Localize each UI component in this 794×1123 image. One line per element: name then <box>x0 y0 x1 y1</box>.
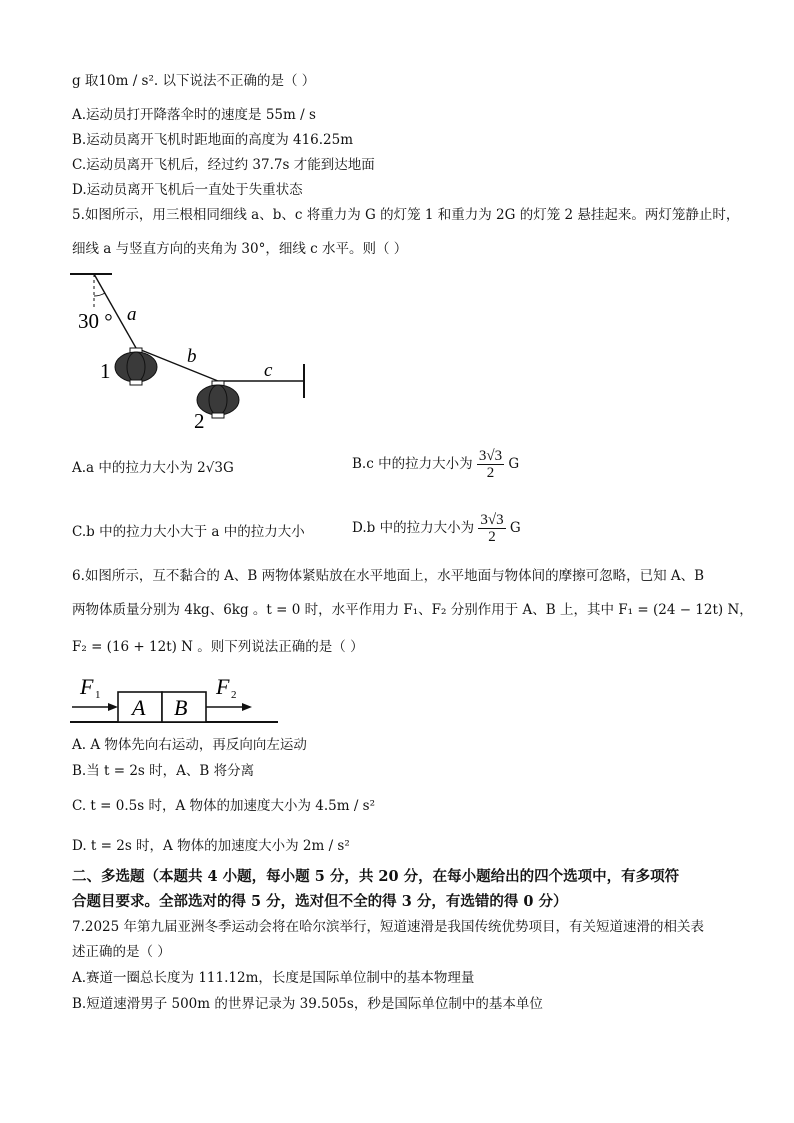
q5-option-d <box>352 512 521 545</box>
q5-option-d-text: D.b 中的拉力大小为 <box>352 520 475 536</box>
q4-option-a: A.运动员打开降落伞时的速度是 55m / s <box>72 107 316 123</box>
q5-option-b-den: 2 <box>486 465 495 481</box>
string-a-label: a <box>127 304 137 325</box>
q6-option-a: A. A 物体先向右运动，再反向向左运动 <box>72 737 307 753</box>
string-c-label: c <box>264 360 273 381</box>
q6-stem-line1: 6.如图所示，互不黏合的 A、B 两物体紧贴放在水平地面上，水平地面与物体间的摩擦可忽略，已知 A、B <box>72 568 705 584</box>
string-b-label: b <box>187 346 197 367</box>
lantern-figure <box>68 266 318 436</box>
block-b-label: B <box>174 695 188 720</box>
q7-stem-line2: 述正确的是（ ） <box>72 944 171 960</box>
block-a-label: A <box>132 695 146 720</box>
lantern-2-label: 2 <box>194 409 205 433</box>
f1-label: F <box>80 674 94 699</box>
q5-option-d-fraction <box>478 512 505 545</box>
q7-option-b: B.短道速滑男子 500m 的世界记录为 39.505s，秒是国际单位制中的基本单位 <box>72 996 543 1012</box>
q4-option-d: D.运动员离开飞机后一直处于失重状态 <box>72 182 303 198</box>
angle-label: 30 ° <box>78 309 113 333</box>
q7-stem-line1: 7.2025 年第九届亚洲冬季运动会将在哈尔滨举行，短道速滑是我国传统优势项目，有关短道速滑的相关表 <box>72 919 705 935</box>
section2-heading-line2: 合题目要求。全部选对的得 5 分，选对但不全的得 3 分，有选错的得 0 分） <box>72 893 568 910</box>
q6-option-b: B.当 t = 2s 时，A、B 将分离 <box>72 763 255 779</box>
q6-option-d: D. t = 2s 时，A 物体的加速度大小为 2m / s² <box>72 838 350 854</box>
lantern-1-label: 1 <box>100 359 111 383</box>
q5-option-b-unit: G <box>508 456 520 472</box>
q5-option-b <box>352 448 519 481</box>
section2-heading-line1: 二、多选题（本题共 4 小题，每小题 5 分，共 20 分，在每小题给出的四个选项中，有多项符 <box>72 868 680 885</box>
q6-stem-line3: F₂ = (16 + 12t) N 。则下列说法正确的是（ ） <box>72 639 364 655</box>
q4-option-c: C.运动员离开飞机后，经过约 37.7s 才能到达地面 <box>72 157 375 173</box>
q5-stem-line1: 5.如图所示，用三根相同细线 a、b、c 将重力为 G 的灯笼 1 和重力为 2G 的灯笼 2 悬挂起来。两灯笼静止时， <box>72 207 740 223</box>
q5-option-c: C.b 中的拉力大小大于 a 中的拉力大小 <box>72 524 305 540</box>
blocks-figure <box>68 670 283 726</box>
q5-option-b-text: B.c 中的拉力大小为 <box>352 456 473 472</box>
q5-option-b-num: 3√3 <box>478 448 503 464</box>
q5-option-a: A.a 中的拉力大小为 2√3G <box>72 460 234 476</box>
q4-stem-tail: g 取10m / s². 以下说法不正确的是（ ） <box>72 73 316 89</box>
q6-option-c: C. t = 0.5s 时，A 物体的加速度大小为 4.5m / s² <box>72 798 376 814</box>
q5-option-b-fraction <box>477 448 504 481</box>
q5-stem-line2: 细线 a 与竖直方向的夹角为 30°，细线 c 水平。则（ ） <box>72 241 408 257</box>
q6-stem-line2: 两物体质量分别为 4kg、6kg 。t = 0 时，水平作用力 F₁、F₂ 分别作用于 A、B 上，其中 F₁ = (24 − 12t) N， <box>72 602 753 618</box>
q5-option-d-num: 3√3 <box>480 512 504 528</box>
q4-option-b: B.运动员离开飞机时距地面的高度为 416.25m <box>72 132 354 148</box>
f2-label: F <box>216 674 230 699</box>
q5-option-d-unit: G <box>509 520 521 536</box>
f1-subscript: 1 <box>95 689 101 701</box>
f2-subscript: 2 <box>231 689 237 701</box>
q7-option-a: A.赛道一圈总长度为 111.12m，长度是国际单位制中的基本物理量 <box>72 970 475 986</box>
q5-option-d-den: 2 <box>488 529 496 545</box>
